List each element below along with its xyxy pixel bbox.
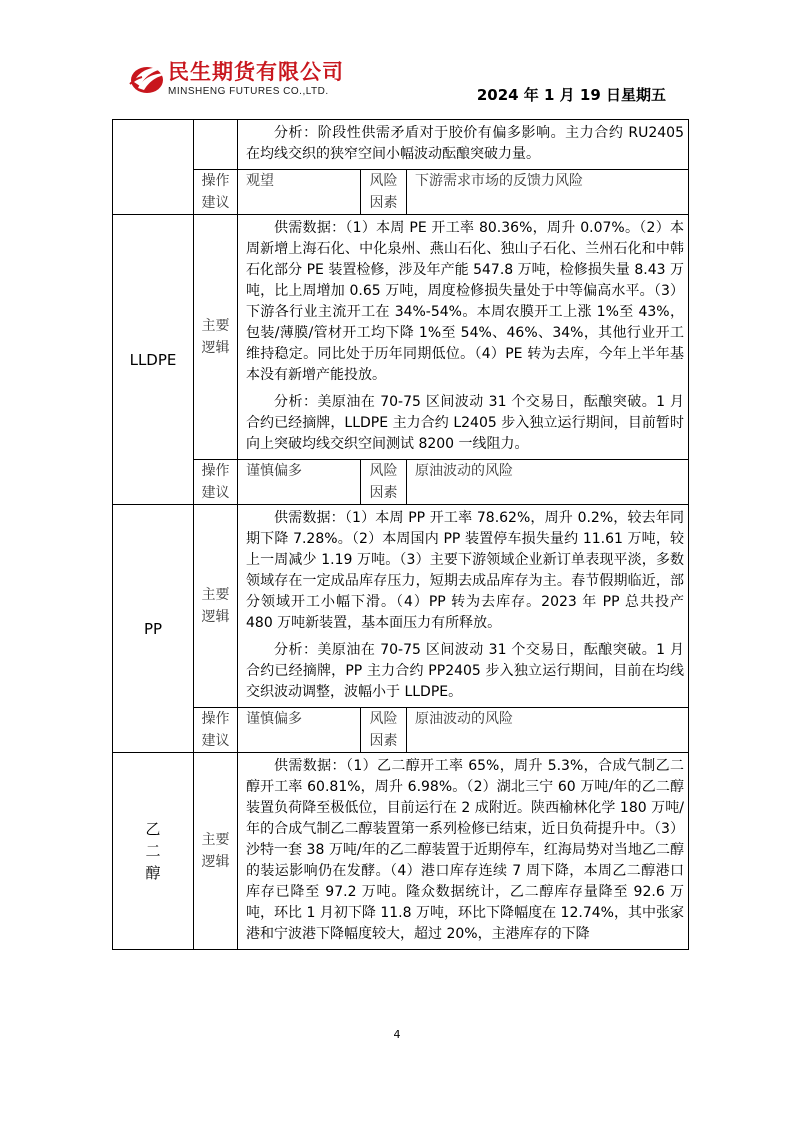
pp-operation-row bbox=[113, 708, 689, 753]
lldpe-operation-value: 谨慎偏多 bbox=[238, 460, 361, 505]
lldpe-operation-label: 操作 建议 bbox=[194, 460, 238, 505]
pp-main-logic-label: 主要 逻辑 bbox=[194, 505, 238, 708]
rubber-operation-value: 观望 bbox=[238, 170, 361, 215]
company-logo bbox=[128, 56, 368, 102]
meg-product-name: 乙 二 醇 bbox=[113, 753, 194, 950]
rubber-analysis-text: 分析：阶段性供需矛盾对于胶价有偏多影响。主力合约 RU2405 在均线交织的狭窄空间小幅波动酝酿突破力量。 bbox=[246, 125, 684, 162]
pp-risk-value: 原油波动的风险 bbox=[407, 708, 689, 753]
company-name-en: MINSHENG FUTURES CO.,LTD. bbox=[168, 86, 329, 97]
pp-logic-row bbox=[113, 505, 689, 708]
rubber-operation-row bbox=[113, 170, 689, 215]
pp-logic-cell bbox=[238, 505, 689, 708]
rubber-risk-value: 下游需求市场的反馈力风险 bbox=[407, 170, 689, 215]
lldpe-product-name: LLDPE bbox=[113, 215, 194, 505]
page-number: 4 bbox=[393, 1028, 401, 1041]
lldpe-logic-cell bbox=[238, 215, 689, 460]
report-date: 2024 年 1 月 19 日星期五 bbox=[476, 86, 666, 104]
minsheng-logo-icon bbox=[128, 58, 168, 98]
pp-operation-label: 操作 建议 bbox=[194, 708, 238, 753]
pp-analysis-text: 分析：美原油在 70-75 区间波动 31 个交易日，酝酿突破。1 月合约已经摘牌，PP 主力合约 PP2405 步入独立运行期间，目前在均线交织波动调整，波幅小于 LLDPE。 bbox=[246, 642, 684, 700]
lldpe-analysis-text: 分析：美原油在 70-75 区间波动 31 个交易日，酝酿突破。1 月合约已经摘牌，LLDPE 主力合约 L2405 步入独立运行期间，目前暂时向上突破均线交织空间测试 8200 一线阻力。 bbox=[246, 394, 684, 452]
rubber-risk-label: 风险 因素 bbox=[361, 170, 407, 215]
meg-logic-cell bbox=[238, 753, 689, 950]
pp-risk-label: 风险 因素 bbox=[361, 708, 407, 753]
rubber-operation-label: 操作 建议 bbox=[194, 170, 238, 215]
rubber-logic-row bbox=[113, 120, 689, 170]
commodity-analysis-table bbox=[112, 119, 688, 950]
pp-product-name: PP bbox=[113, 505, 194, 753]
pp-supply-text: 供需数据：（1）本周 PP 开工率 78.62%，周升 0.2%，较去年同期下降 7.28%。（2）本周国内 PP 装置停车损失量约 11.61 万吨，较上一周减少 1.19 万吨。（3）主要下游领域企业新订单表现平淡，多数领域存在一定成品库存压力，短期去成品库存为主。春节假期临近，部分领域开工小幅下滑。（4）PP 转为去库存。2023 年 PP 总共投产 480 万吨新装置，基本面压力有所释放。 bbox=[246, 510, 684, 631]
rubber-product-cell bbox=[113, 120, 194, 215]
meg-main-logic-label: 主要 逻辑 bbox=[194, 753, 238, 950]
meg-supply-text: 供需数据：（1）乙二醇开工率 65%，周升 5.3%，合成气制乙二醇开工率 60.81%，周升 6.98%。（2）湖北三宁 60 万吨/年的乙二醇装置负荷降至极低位，目前运行在 2 成附近。陕西榆林化学 180 万吨/年的合成气制乙二醇装置第一系列检修已结束，近日负荷提升中。（3）沙特一套 38 万吨/年的乙二醇装置于近期停车，红海局势对当地乙二醇的装运影响仍在发酵。（4）港口库存连续 7 周下降，本周乙二醇港口库存已降至 97.2 万吨。隆众数据统计，乙二醇库存量降至 92.6 万吨，环比 1 月初下降 11.8 万吨，环比下降幅度在 12.74%，其中张家港和宁波港下降幅度较大，超过 20%，主港库存的下降 bbox=[246, 758, 684, 942]
lldpe-operation-row bbox=[113, 460, 689, 505]
lldpe-main-logic-label: 主要 逻辑 bbox=[194, 215, 238, 460]
company-name-cn: 民生期货有限公司 bbox=[168, 60, 344, 84]
rubber-logic-cell bbox=[238, 120, 689, 170]
lldpe-supply-text: 供需数据：（1）本周 PE 开工率 80.36%，周升 0.07%。（2）本周新增上海石化、中化泉州、燕山石化、独山子石化、兰州石化和中韩石化部分 PE 装置检修，涉及年产能 547.8 万吨，检修损失量 8.43 万吨，比上周增加 0.65 万吨，周度检修损失量处于中等偏高水平。（3）下游各行业主流开工在 34%-54%。本周农膜开工上涨 1%至 43%，包装/薄膜/管材开工均下降 1%至 54%、46%、34%，其他行业开工维持稳定。同比处于历年同期低位。（4）PE 转为去库，今年上半年基本没有新增产能投放。 bbox=[246, 220, 684, 383]
lldpe-risk-value: 原油波动的风险 bbox=[407, 460, 689, 505]
rubber-label-cell bbox=[194, 120, 238, 170]
meg-logic-row bbox=[113, 753, 689, 950]
pp-operation-value: 谨慎偏多 bbox=[238, 708, 361, 753]
lldpe-risk-label: 风险 因素 bbox=[361, 460, 407, 505]
lldpe-logic-row bbox=[113, 215, 689, 460]
